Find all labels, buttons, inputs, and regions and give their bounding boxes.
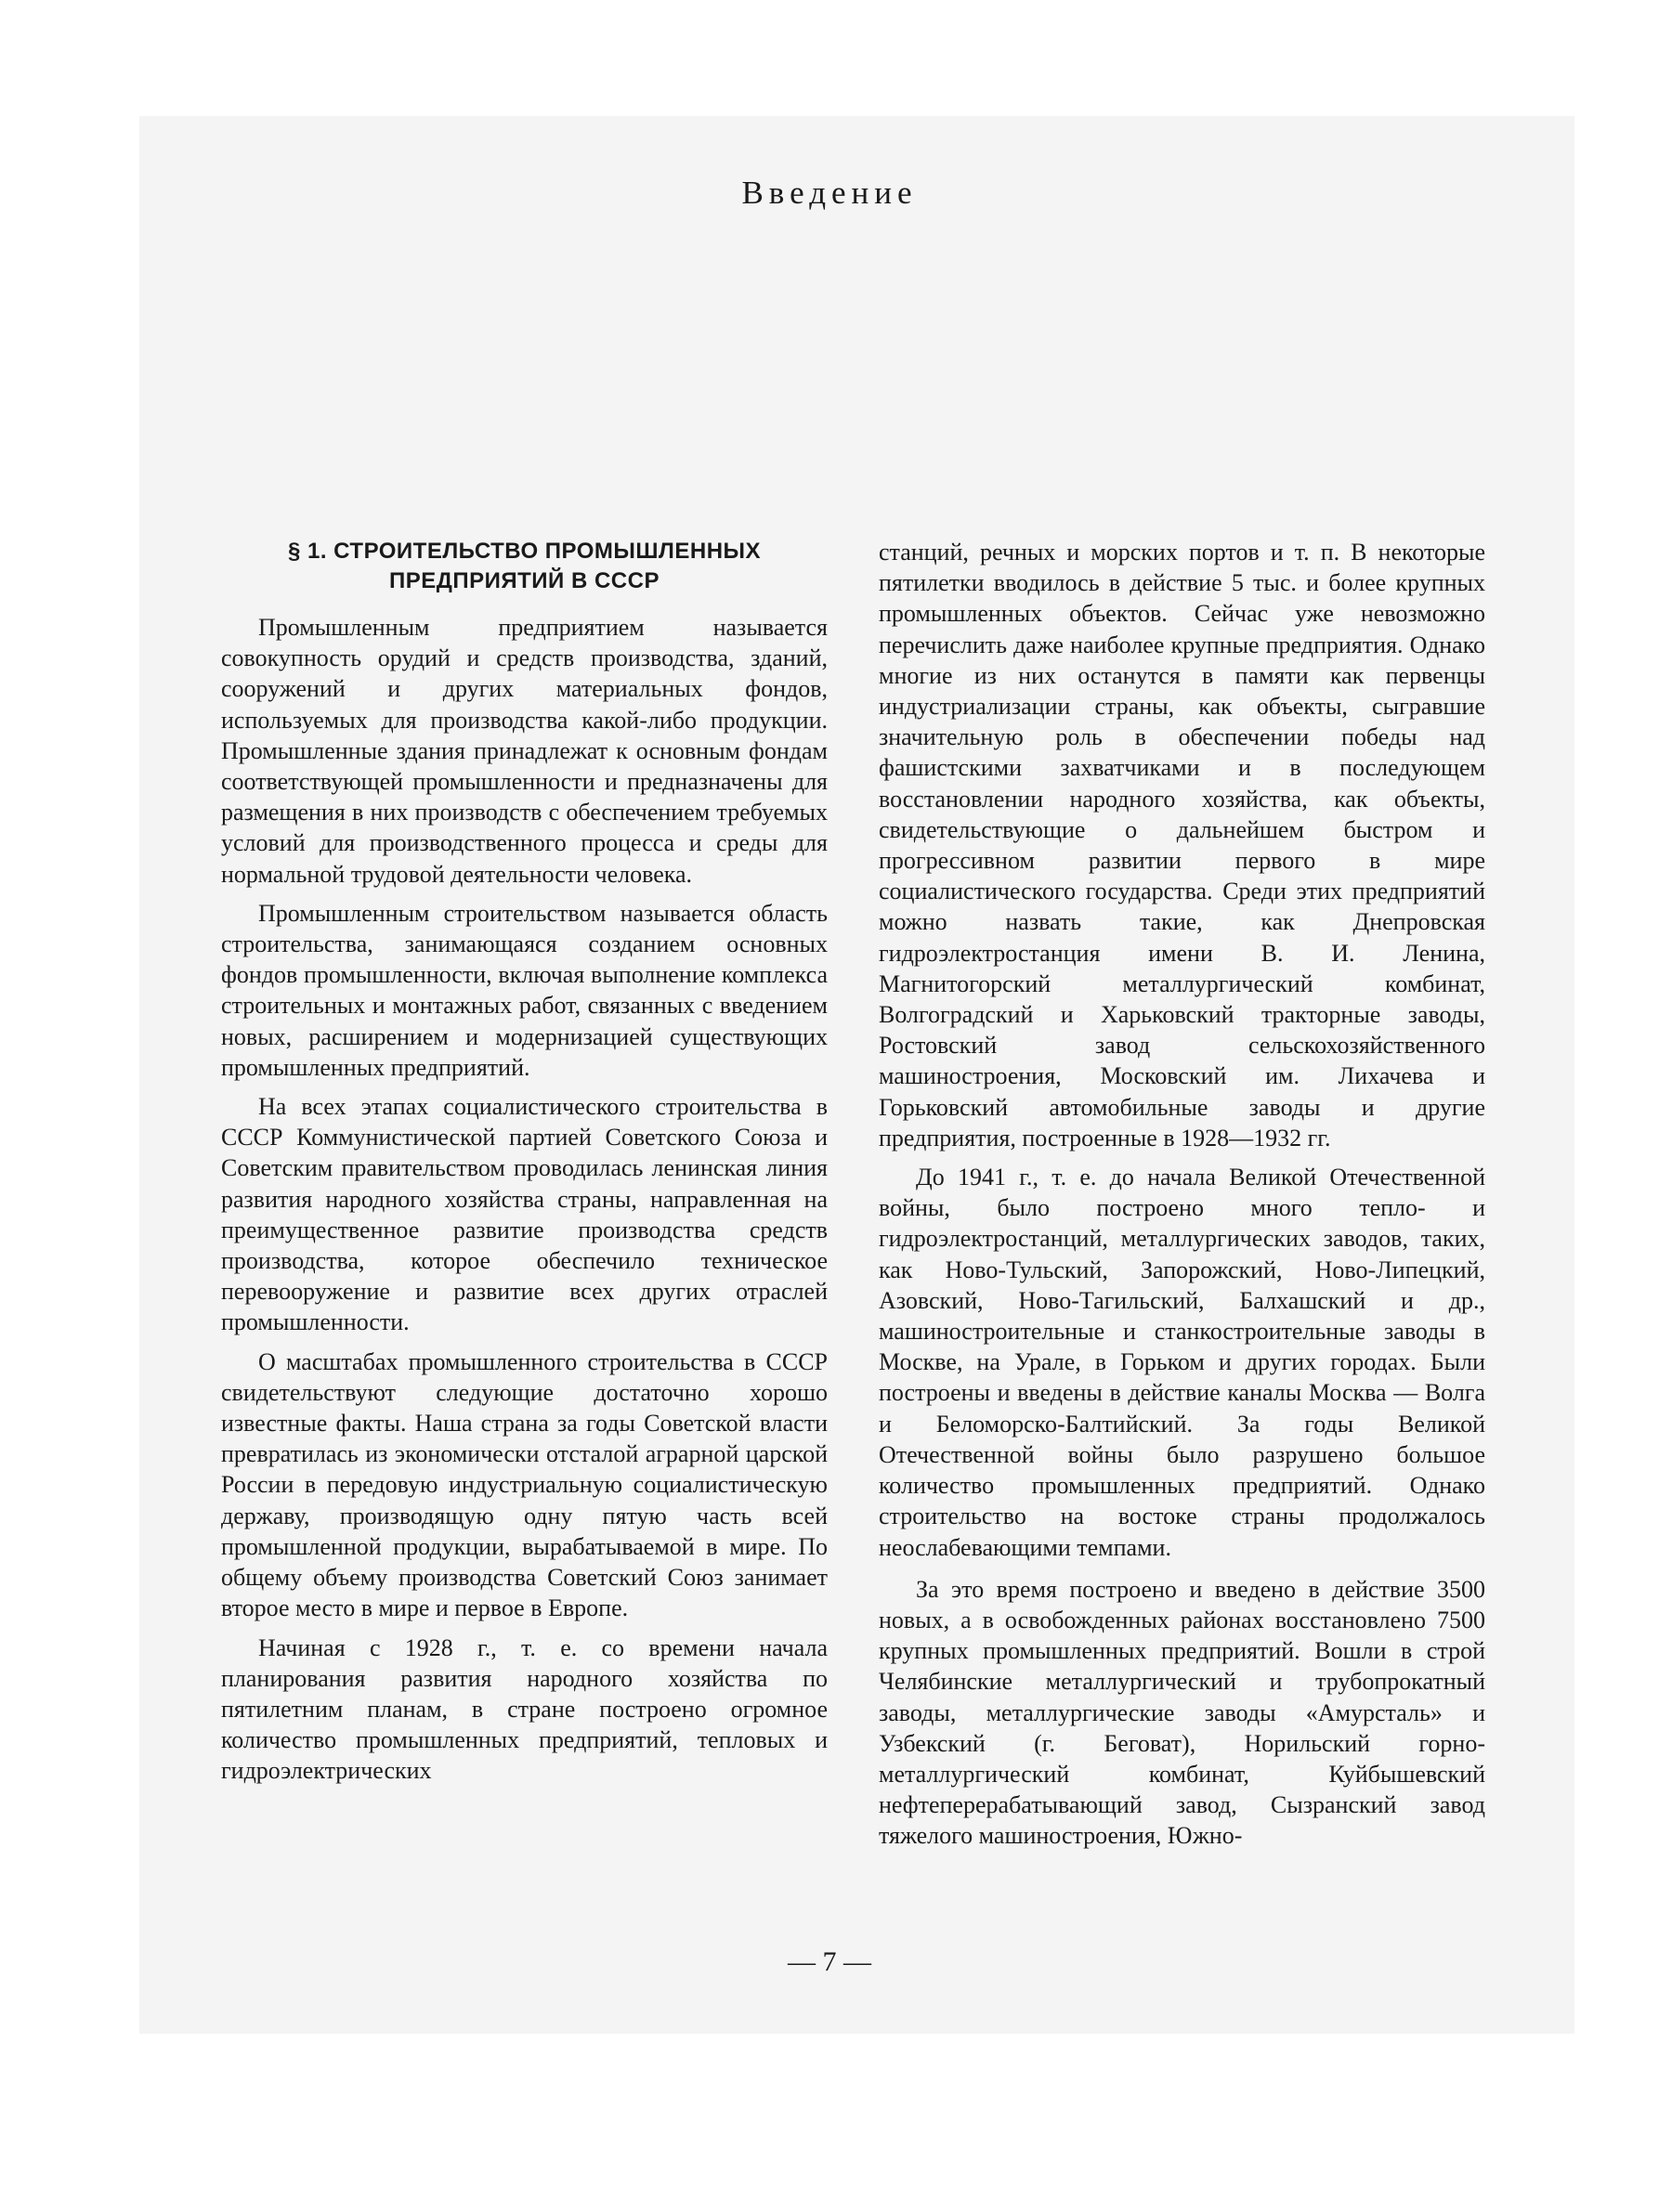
page-number: — 7 — — [788, 1946, 871, 1977]
chapter-title: Введение — [741, 175, 918, 211]
paragraph: За это время построено и введено в действие 3500 новых, а в освобожденных районах восстановлено 7500 крупных промышленных предприятий. Вошли в строй Челябинские металлургический и трубопрокатный заводы, металлургические заводы «Амурсталь» и Узбекский (г. Беговат), Норильский горно-металлургический комбинат, Куйбышевский нефтеперерабатывающий завод, Сызранский завод тяжелого машиностроения, Южно- — [879, 1575, 1485, 1850]
section-heading-line-1: § 1. СТРОИТЕЛЬСТВО ПРОМЫШЛЕННЫХ — [287, 539, 762, 564]
right-column — [879, 537, 1485, 1860]
paragraph: Начиная с 1928 г., т. е. со времени начала планирования развития народного хозяйства по пятилетним планам, в стране построено огромное количество промышленных предприятий, тепловых и гидроэлектрических — [221, 1633, 828, 1785]
left-column — [221, 537, 828, 1795]
section-heading-line-2: ПРЕДПРИЯТИЙ В СССР — [389, 568, 660, 593]
paragraph-continued: станций, речных и морских портов и т. п. В некоторые пятилетки вводилось в действие 5 тыс. и более крупных промышленных объектов. Сейчас уже невозможно перечислить даже наиболее крупные предприятия. Однако многие из них останутся в памяти как первенцы индустриализации страны, как объекты, сыгравшие значительную роль в обеспечении победы над фашистскими захватчиками и в последующем восстановлении народного хозяйства, как объекты, свидетельствующие о дальнейшем быстром и прогрессивном развитии первого в мире социалистического государства. Среди этих предприятий можно назвать такие, как Днепровская гидроэлектростанция имени В. И. Ленина, Магнитогорский металлургический комбинат, Волгоградский и Харьковский тракторные заводы, Ростовский завод сельскохозяйственного машиностроения, Московский им. Лихачева и Горьковский автомобильные заводы и другие предприятия, построенные в 1928—1932 гг. — [879, 539, 1485, 1152]
paragraph: Промышленным строительством называется область строительства, занимающаяся созданием основных фондов промышленности, включая выполнение комплекса строительных и монтажных работ, связанных с введением новых, расширением и модернизацией существующих промышленных предприятий. — [221, 899, 828, 1081]
paragraph: Промышленным предприятием называется совокупность орудий и средств производства, зданий, сооружений и других материальных фондов, используемых для производства какой-либо продукции. Промышленные здания принадлежат к основным фондам соответствующей промышленности и предназначены для размещения в них производств с обеспечением требуемых условий для производственного процесса и среды для нормальной трудовой деятельности человека. — [221, 614, 828, 888]
paragraph: О масштабах промышленного строительства в СССР свидетельствуют следующие достаточно хорошо известные факты. Наша страна за годы Советской власти превратилась из экономически отсталой аграрной царской России в передовую индустриальную социалистическую державу, производящую одну пятую часть всей промышленной продукции, вырабатываемой в мире. По общему объему производства Советский Союз занимает второе место в мире и первое в Европе. — [221, 1347, 828, 1622]
paragraph: На всех этапах социалистического строительства в СССР Коммунистической партией Советского Союза и Советским правительством проводилась ленинская линия развития народного хозяйства страны, направленная на преимущественное развитие производства средств производства, которое обеспечило техническое перевооружение и развитие всех других отраслей промышленности. — [221, 1093, 828, 1336]
section-heading — [221, 537, 828, 596]
paragraph: До 1941 г., т. е. до начала Великой Отечественной войны, было построено много тепло- и гидроэлектростанций, металлургических заводов, таких, как Ново-Тульский, Запорожский, Ново-Липецкий, Азовский, Ново-Тагильский, Балхашский и др., машиностроительные и станкостроительные заводы в Москве, на Урале, в Горьком и других городах. Были построены и введены в действие каналы Москва — Волга и Беломорско-Балтийский. За годы Великой Отечественной войны было разрушено большое количество промышленных предприятий. Однако строительство на востоке страны продолжалось неослабевающими темпами. — [879, 1164, 1485, 1561]
